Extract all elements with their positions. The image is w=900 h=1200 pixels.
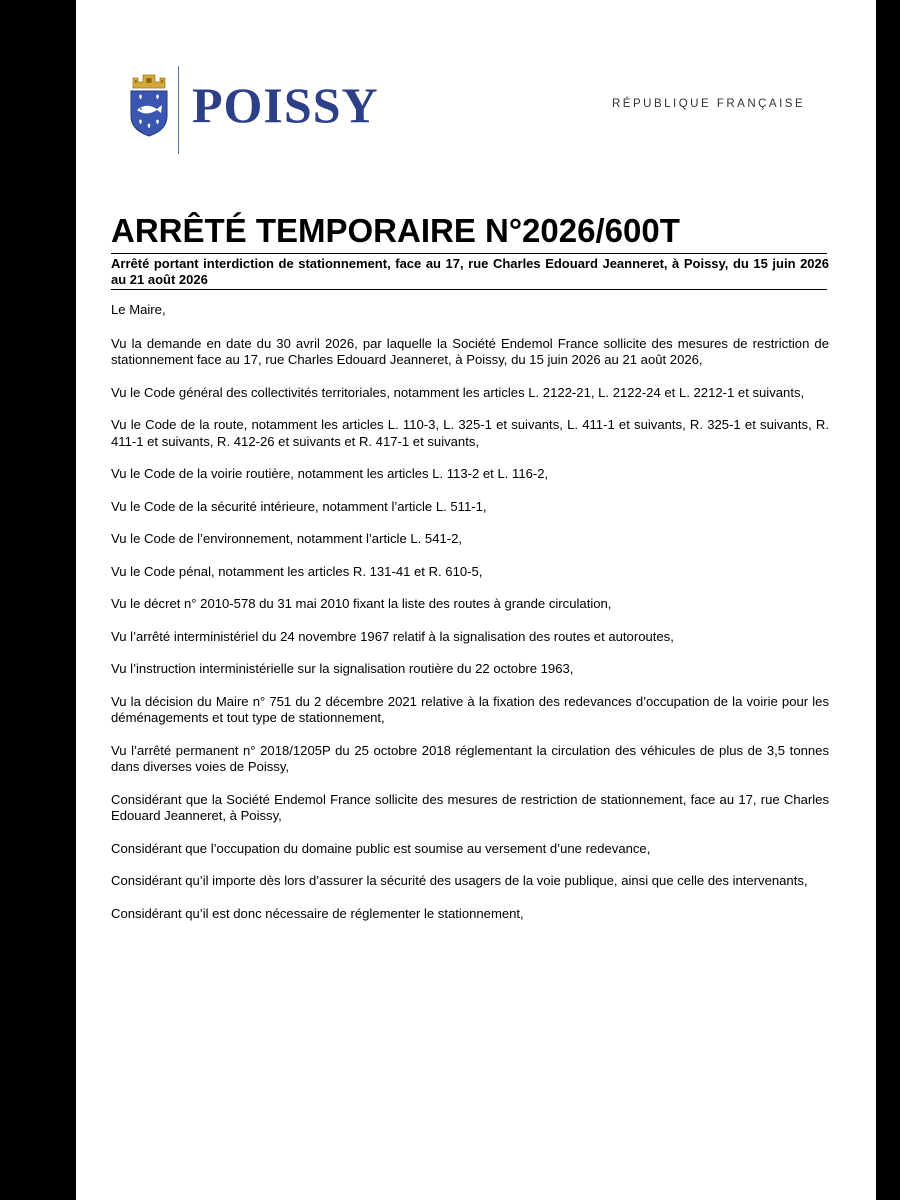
city-name: POISSY [192,77,379,133]
considerant-paragraph: Considérant que l’occupation du domaine public est soumise au versement d’une redevance, [111,840,651,856]
visa-paragraph: Vu l’arrêté permanent n° 2018/1205P du 25 octobre 2018 réglementant la circulation des véhicules de plus de 3,5 tonnes dans diverses voies de Poissy, [111,742,829,774]
visa-paragraph: Vu la demande en date du 30 avril 2026, par laquelle la Société Endemol France sollicite des mesures de restriction de stationnement face au 17, rue Charles Edouard Jeanneret, à Poissy, du 15 juin 2026 au 21 août 2026, [111,335,829,367]
poissy-logo [128,66,398,156]
visa-paragraph: Vu l’arrêté interministériel du 24 novembre 1967 relatif à la signalisation des routes et autoroutes, [111,628,674,644]
document-page [76,0,876,1200]
title-rule-bottom [111,289,827,290]
considerant-paragraph: Considérant qu’il importe dès lors d’assurer la sécurité des usagers de la voie publique, ainsi que celle des intervenants, [111,873,808,888]
visa-paragraph: Vu le Code de la voirie routière, notamment les articles L. 113-2 et L. 116-2, [111,466,549,481]
visa-paragraph: Vu l’instruction interministérielle sur la signalisation routière du 22 octobre 1963, [111,661,574,676]
visa-paragraph: Vu le Code de l’environnement, notamment l’article L. 541-2, [111,531,463,546]
visa-paragraph: Vu le Code de la sécurité intérieure, notamment l’article L. 511-1, [111,498,487,514]
decree-title: ARRÊTÉ TEMPORAIRE N°2026/600T [111,212,680,249]
visa-paragraph: Vu le décret n° 2010-578 du 31 mai 2010 fixant la liste des routes à grande circulation, [111,596,612,611]
considerant-paragraph: Considérant qu’il est donc nécessaire de réglementer le stationnement, [111,905,524,921]
city-coat-of-arms-icon [128,72,170,138]
decree-subtitle: Arrêté portant interdiction de stationnement, face au 17, rue Charles Edouard Jeanneret, à Poissy, du 15 juin 2026 au 21 août 2026 [111,256,829,287]
title-rule-top [111,253,827,254]
visa-paragraph: Vu le Code général des collectivités territoriales, notamment les articles L. 2122-21, L. 2122-24 et L. 2212-1 et suivants, [111,384,805,400]
logo-divider [178,66,179,154]
visa-paragraph: Vu le Code de la route, notamment les articles L. 110-3, L. 325-1 et suivants, L. 411-1 et suivants, R. 325-1 et suivants, R. 411-1 et suivants, R. 412-26 et suivants et R. 417-1 et suivants, [111,417,829,449]
visa-paragraph: Vu la décision du Maire n° 751 du 2 décembre 2021 relative à la fixation des redevances d’occupation de la voirie pour les déménagements et tout type de stationnement, [111,693,829,725]
considerant-paragraph: Considérant que la Société Endemol France sollicite des mesures de restriction de stationnement, face au 17, rue Charles Edouard Jeanneret, à Poissy, [111,791,829,823]
decree-body [111,302,829,938]
opening-line: Le Maire, [111,302,166,317]
visa-paragraph: Vu le Code pénal, notamment les articles R. 131-41 et R. 610-5, [111,563,483,579]
republique-francaise-label: RÉPUBLIQUE FRANÇAISE [612,98,806,110]
